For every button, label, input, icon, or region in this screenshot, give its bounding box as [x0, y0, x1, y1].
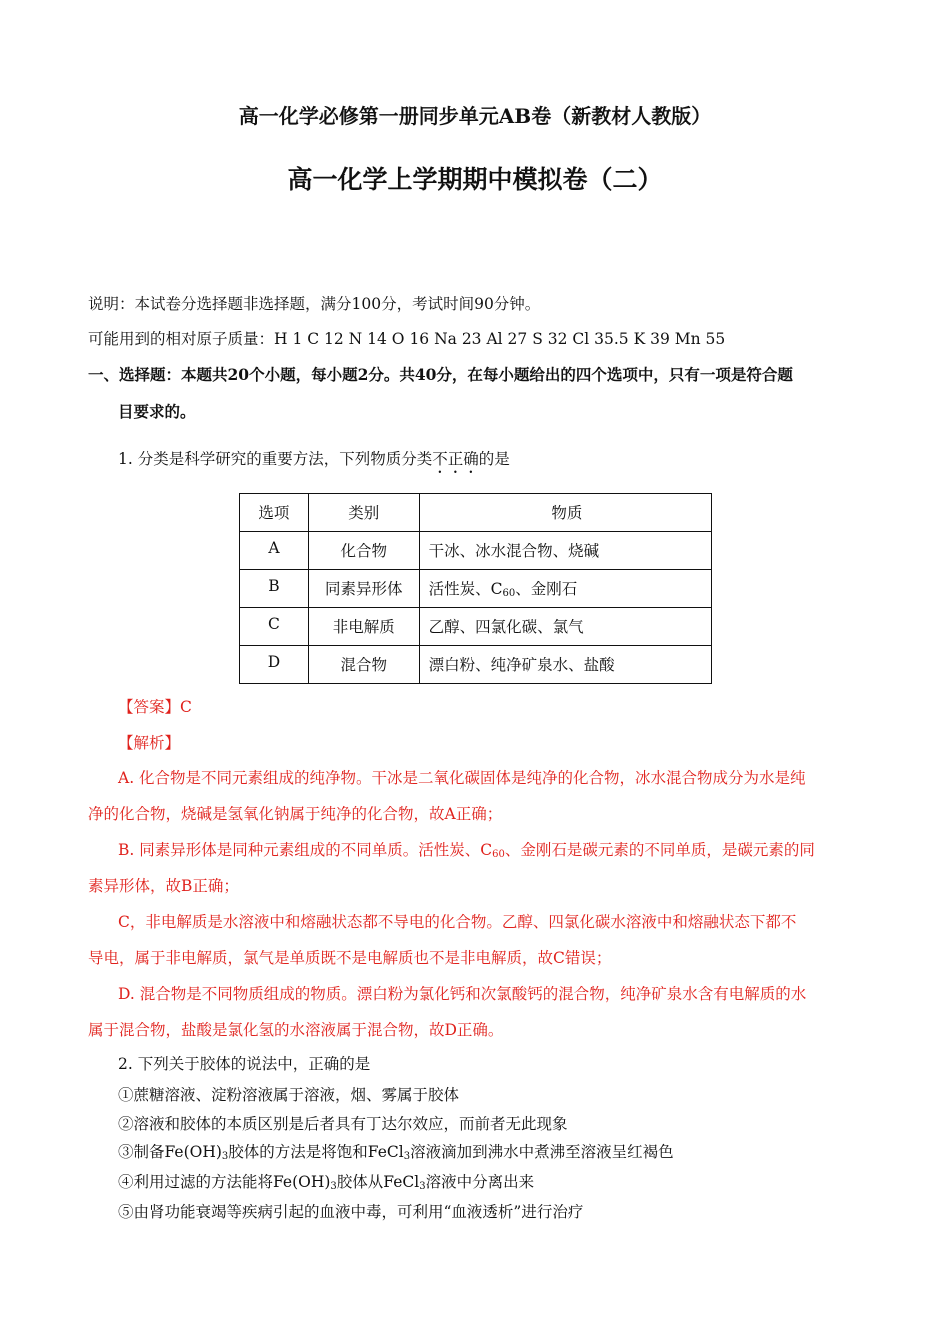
table-header-cell: 类别 [308, 494, 419, 532]
analysis-b-text: B. 同素异形体是同种元素组成的不同单质。活性炭、C [118, 841, 493, 859]
item-text: ④利用过滤的方法能将Fe(OH) [118, 1173, 331, 1191]
subscript: 3 [221, 1151, 229, 1162]
category-cell: 同素异形体 [308, 570, 419, 608]
table-row [240, 532, 712, 570]
table-row [240, 570, 712, 608]
analysis-c-line2: 导电，属于非电解质，氯气是单质既不是电解质也不是非电解质，故C错误； [88, 949, 612, 967]
question-2-item-2: ②溶液和胶体的本质区别是后者具有丁达尔效应，而前者无此现象 [118, 1115, 568, 1133]
substance-text: 、金刚石 [515, 580, 578, 598]
option-cell: B [240, 570, 309, 608]
category-cell: 混合物 [308, 646, 419, 684]
option-cell: A [240, 532, 309, 570]
analysis-b-line1 [118, 838, 815, 860]
analysis-c-line1: C，非电解质是水溶液中和熔融状态都不导电的化合物。乙醇、四氯化碳水溶液中和熔融状态下都不 [118, 913, 797, 931]
analysis-b-line2: 素异形体，故B正确； [88, 877, 239, 895]
item-text: 胶体从FeCl [336, 1173, 420, 1191]
section-heading: 一、选择题：本题共20个小题，每小题2分。共40分，在每小题给出的四个选项中，只有一项是符合题 [88, 365, 793, 384]
table-header-cell: 选项 [240, 494, 309, 532]
question-2-item-5: ⑤由肾功能衰竭等疾病引起的血液中毒，可利用“血液透析”进行治疗 [118, 1203, 584, 1221]
table-row [240, 608, 712, 646]
question-2-item-4 [118, 1170, 534, 1192]
option-cell: D [240, 646, 309, 684]
analysis-b-text: 、金刚石是碳元素的不同单质，是碳元素的同 [504, 841, 815, 859]
section-heading-cont: 目要求的。 [118, 402, 196, 421]
question-2-stem: 2. 下列关于胶体的说法中，正确的是 [118, 1055, 371, 1073]
analysis-d-line2: 属于混合物，盐酸是氯化氢的水溶液属于混合物，故D正确。 [88, 1021, 504, 1039]
question-1-stem-text: 1. 分类是科学研究的重要方法，下列物质分类 [118, 450, 433, 468]
substance-text: 活性炭、C [428, 580, 503, 598]
substance-cell: 乙醇、四氯化碳、氯气 [419, 608, 711, 646]
analysis-a-line2: 净的化合物，烧碱是氢氧化钠属于纯净的化合物，故A正确； [88, 805, 503, 823]
subscript: 3 [330, 1181, 337, 1192]
question-2-item-3 [118, 1140, 674, 1162]
subscript: 60 [492, 849, 505, 860]
question-2-item-1: ①蔗糖溶液、淀粉溶液属于溶液，烟、雾属于胶体 [118, 1086, 460, 1104]
emphasis-not-correct: 不正确 [432, 450, 479, 468]
series-title: 高一化学必修第一册同步单元AB卷（新教材人教版） [238, 104, 712, 128]
substance-cell: 干冰、冰水混合物、烧碱 [419, 532, 711, 570]
exam-title: 高一化学上学期期中模拟卷（二） [287, 165, 663, 194]
answer-line: 【答案】C [118, 698, 192, 716]
substance-cell [419, 570, 711, 608]
question-1-stem [118, 447, 510, 477]
question-1-stem-end: 的是 [478, 450, 510, 468]
category-cell: 化合物 [308, 532, 419, 570]
subscript: 3 [403, 1151, 411, 1162]
exam-note: 说明：本试卷分选择题非选择题，满分100分，考试时间90分钟。 [88, 295, 541, 313]
table-row [240, 646, 712, 684]
analysis-d-line1: D. 混合物是不同物质组成的物质。漂白粉为氯化钙和次氯酸钙的混合物，纯净矿泉水含有电解质的水 [118, 985, 807, 1003]
category-cell: 非电解质 [308, 608, 419, 646]
item-text: 溶液滴加到沸水中煮沸至溶液呈红褐色 [410, 1143, 674, 1161]
table-header-row [240, 494, 712, 532]
item-text: 胶体的方法是将饱和FeCl [228, 1143, 404, 1161]
item-text: 溶液中分离出来 [425, 1173, 535, 1191]
item-text: ③制备Fe(OH) [118, 1143, 222, 1161]
atomic-mass-line: 可能用到的相对原子质量：H 1 C 12 N 14 O 16 Na 23 Al 27 S 32 Cl 35.5 K 39 Mn 55 [88, 330, 726, 348]
analysis-a-line1: A. 化合物是不同元素组成的纯净物。干冰是二氧化碳固体是纯净的化合物，冰水混合物成分为水是纯 [118, 769, 806, 787]
substance-cell: 漂白粉、纯净矿泉水、盐酸 [419, 646, 711, 684]
table-header-cell: 物质 [419, 494, 711, 532]
classification-table [239, 493, 712, 684]
subscript: 60 [502, 588, 516, 599]
option-cell: C [240, 608, 309, 646]
analysis-label: 【解析】 [118, 734, 181, 752]
subscript: 3 [419, 1181, 426, 1192]
